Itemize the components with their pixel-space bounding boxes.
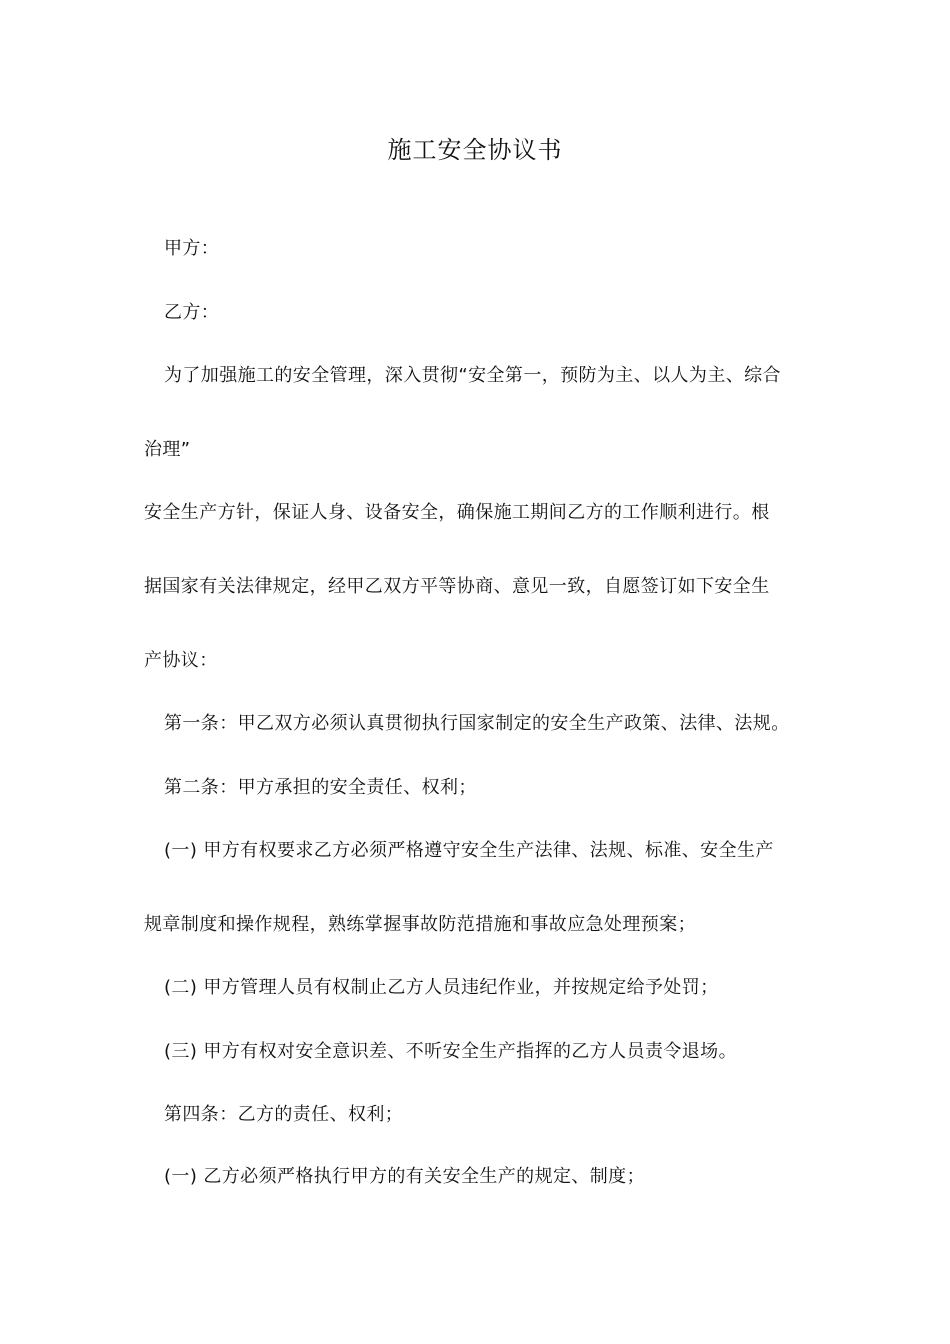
party-a-line: 甲方： [164,238,220,259]
article-4: 第四条：乙方的责任、权利； [164,1104,404,1125]
article-2: 第二条：甲方承担的安全责任、权利； [164,777,477,798]
article-1: 第一条：甲乙双方必须认真贯彻执行国家制定的安全生产政策、法律、法规。 [164,713,790,734]
document-title: 施工安全协议书 [387,136,563,164]
preamble-line-5: 产协议： [144,650,218,671]
preamble-line-2: 治理” [144,439,191,460]
article-4-item-1: (一) 乙方必须严格执行甲方的有关安全生产的规定、制度； [164,1166,645,1187]
preamble-line-4: 据国家有关法律规定，经甲乙双方平等协商、意见一致，自愿签订如下安全生 [144,576,770,597]
article-2-item-1: (一) 甲方有权要求乙方必须严格遵守安全生产法律、法规、标准、安全生产 [164,840,774,861]
article-2-item-2: (二) 甲方管理人员有权制止乙方人员违纪作业，并按规定给予处罚； [164,977,719,998]
preamble-line-1: 为了加强施工的安全管理，深入贯彻“安全第一，预防为主、以人为主、综合 [164,365,781,386]
article-2-item-3: (三) 甲方有权对安全意识差、不听安全生产指挥的乙方人员责令退场。 [164,1041,737,1062]
article-2-item-1-cont: 规章制度和操作规程，熟练掌握事故防范措施和事故应急处理预案； [144,914,696,935]
party-b-line: 乙方： [164,302,220,323]
preamble-line-3: 安全生产方针，保证人身、设备安全，确保施工期间乙方的工作顺利进行。根 [144,502,770,523]
